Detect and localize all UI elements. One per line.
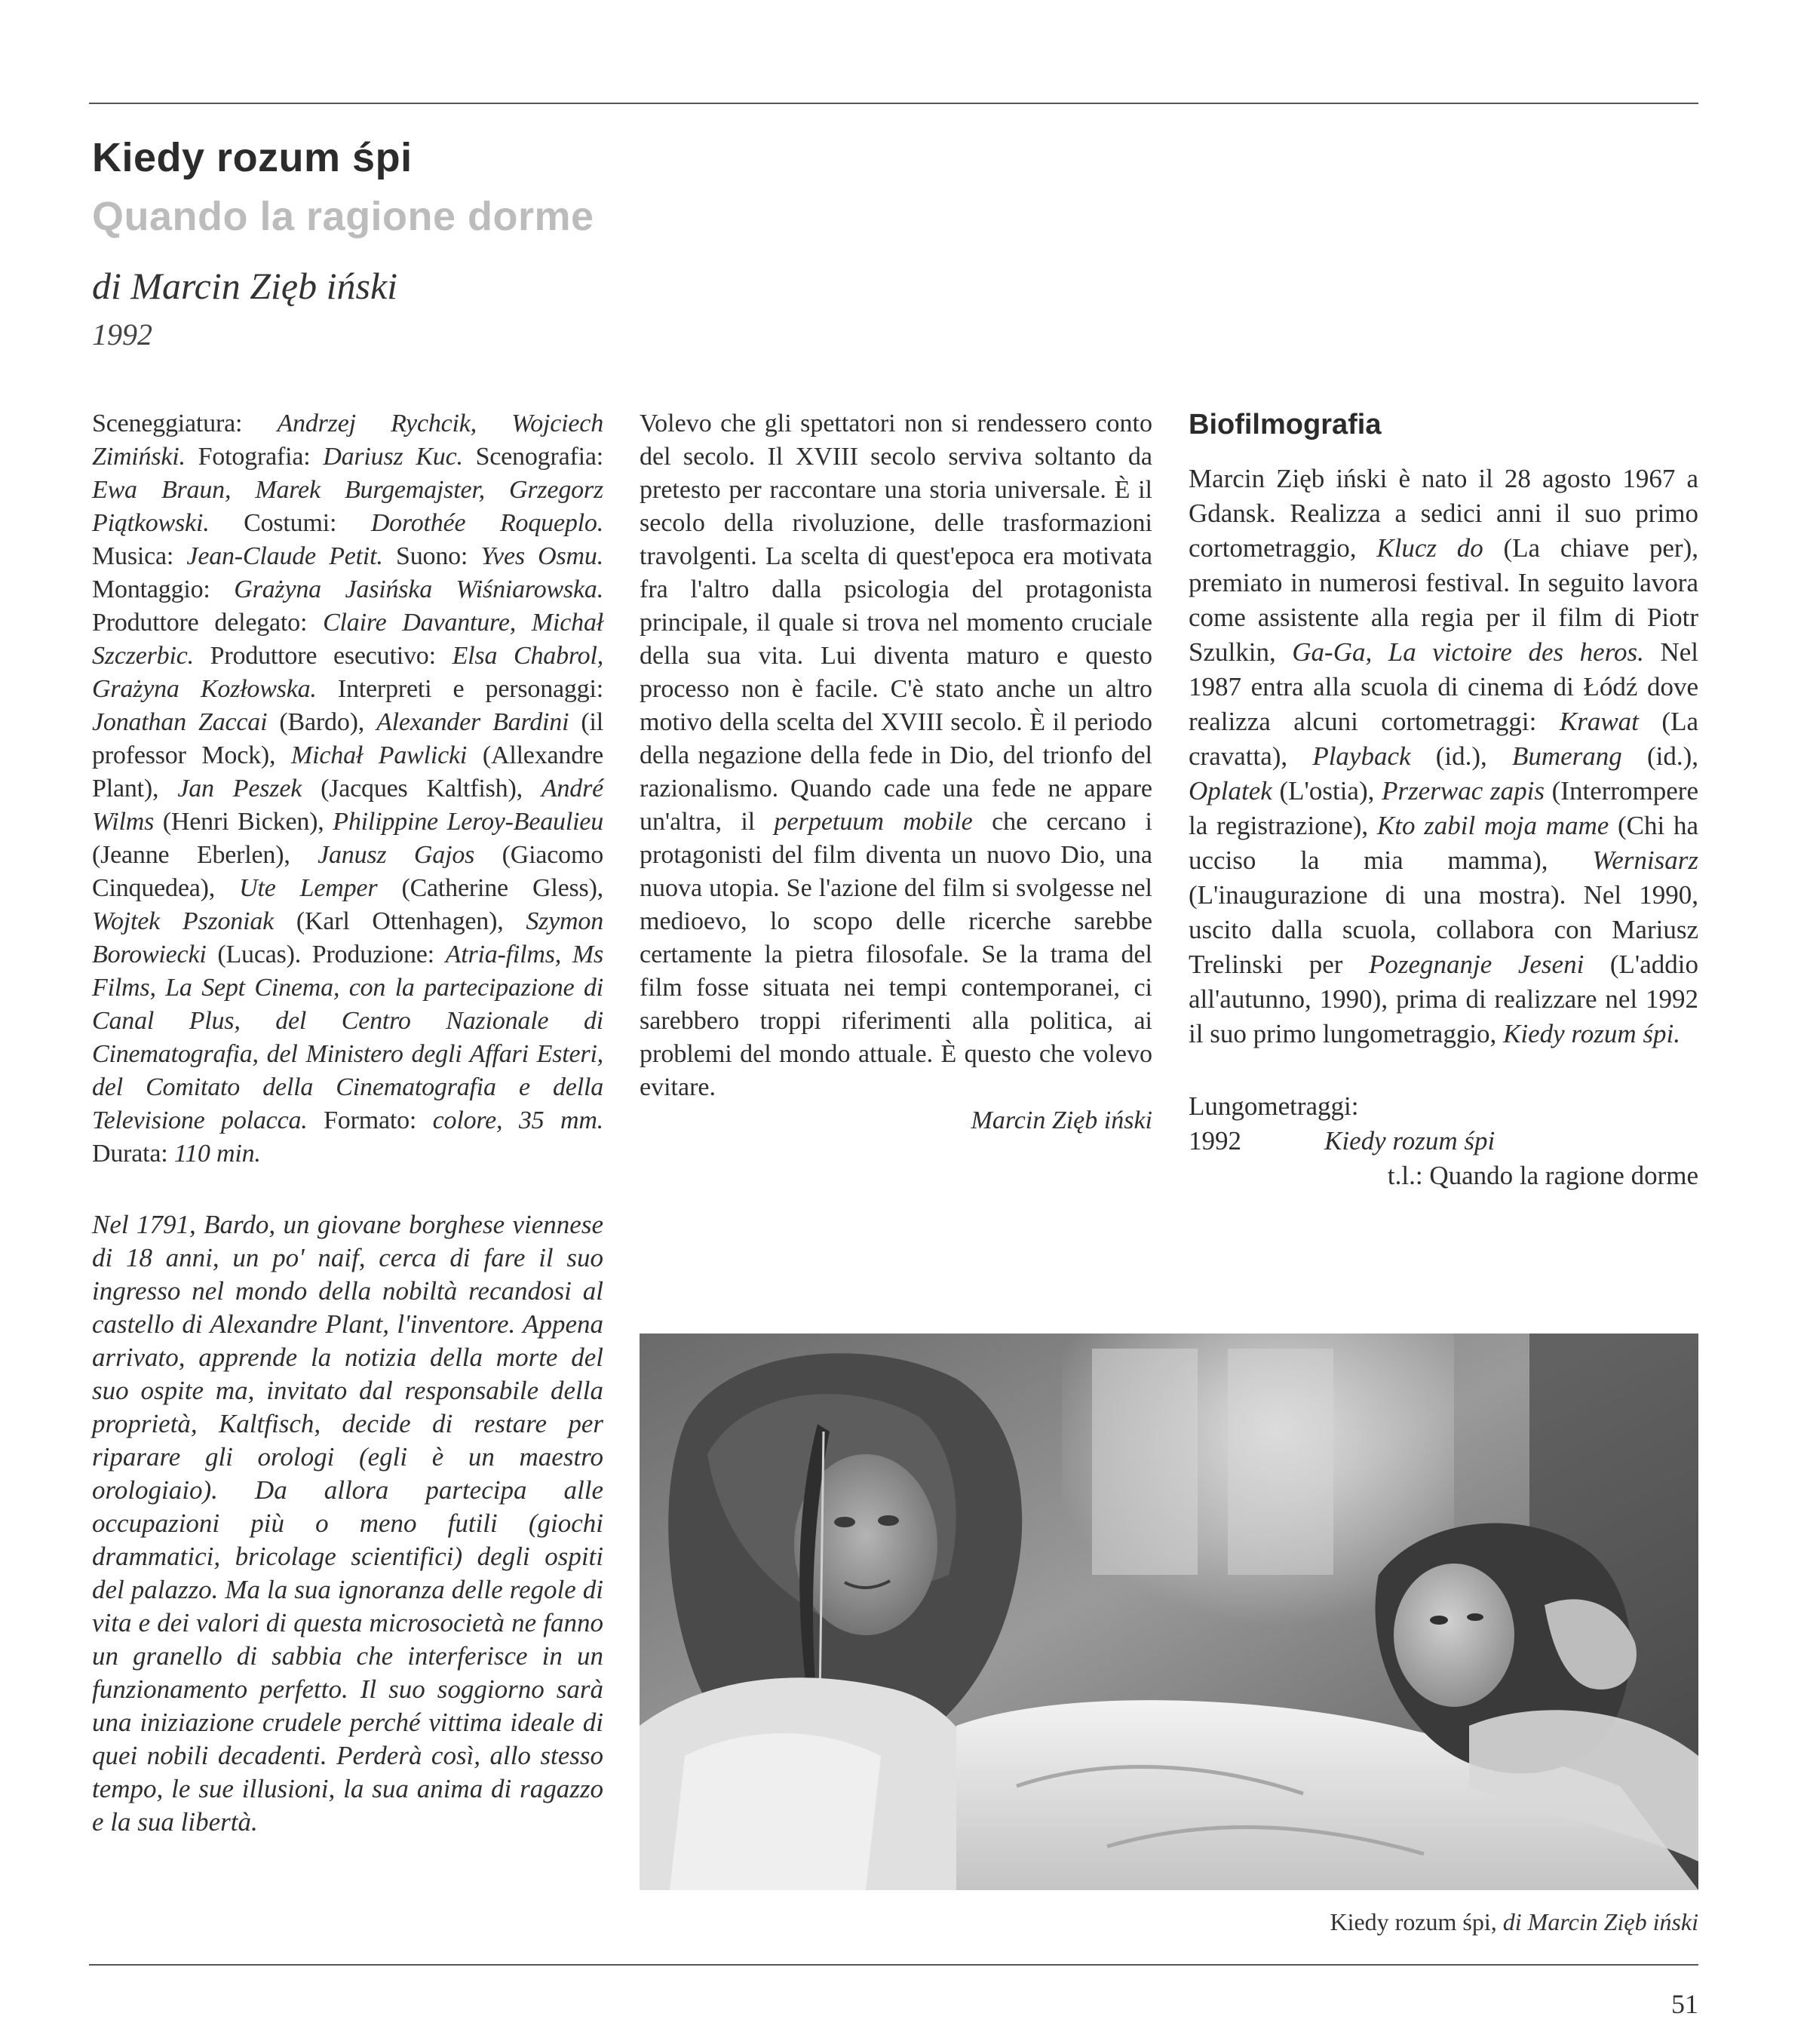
- credits-paragraph: Sceneggiatura: Andrzej Rychcik, Wojciech Zimiński. Fotografia: Dariusz Kuc. Scenografia: Ewa Braun, Marek Burgemajster, Grzegorz Piątkowski. Costumi: Dorothée Roqueplo. Musica: Jean-Claude Petit. Suono: Yves Osmu. Montaggio: Grażyna Jasińska Wiśniarowska. Produttore delegato: Claire Davanture, Michał Szczerbic. Produttore esecutivo: Elsa Chabrol, Grażyna Kozłowska. Interpreti e personaggi: Jonathan Zaccai (Bardo), Alexander Bardini (il professor Mock), Michał Pawlicki (Allexandre Plant), Jan Peszek (Jacques Kaltfish), André Wilms (Henri Bicken), Philippine Leroy-Beaulieu (Jeanne Eberlen), Janusz Gajos (Giacomo Cinquedea), Ute Lemper (Catherine Gless), Wojtek Pszoniak (Karl Ottenhagen), Szymon Borowiecki (Lucas). Produzione: Atria-films, Ms Films, La Sept Cinema, con la partecipazione di Canal Plus, del Centro Nazionale di Cinematografia, del Ministero degli Affari Esteri, del Comitato della Cinematografia e della Televisione polacca. Formato: colore, 35 mm. Durata: 110 min.: [92, 410, 604, 1168]
- bio-paragraph: Marcin Zięb iński è nato il 28 agosto 1967 a Gdansk. Realizza a sedici anni il suo primo cortometraggio, Klucz do (La chiave per), premiato in numerosi festival. In seguito lavora come assistente alla regia per il film di Piotr Szulkin, Ga-Ga, La victoire des heros. Nel 1987 entra alla scuola di cinema di Łódź dove realizza alcuni cortometraggi: Krawat (La cravatta), Playback (id.), Bumerang (id.), Oplatek (L'ostia), Przerwac zapis (Interrompere la registrazione), Kto zabil moja mame (Chi ha ucciso la mia mamma), Wernisarz (L'inaugurazione di una mostra). Nel 1990, uscito dalla scuola, collabora con Mariusz Trelinski per Pozegnanje Jeseni (L'addio all'autunno, 1990), prima di realizzare nel 1992 il suo primo lungometraggio, Kiedy rozum śpi.: [1189, 464, 1699, 1048]
- feature-film-year: 1992: [1189, 1126, 1241, 1156]
- bottom-rule: [89, 1964, 1698, 1966]
- synopsis-paragraph: Nel 1791, Bardo, un giovane borghese viennese di 18 anni, un po' naif, cerca di fare il suo ingresso nel mondo della nobiltà recandosi al castello di Alexandre Plant, l'inventore. Appena arrivato, apprende la notizia della morte del suo ospite ma, invitato dal responsabile della proprietà, Kaltfisch, decide di restare per riparare gli orologi (egli è un maestro orologiaio). Da allora partecipa alle occupazioni più o meno futili (giochi drammatici, bricolage scientifici) degli ospiti del palazzo. Ma la sua ignoranza delle regole di vita e dei valori di questa microsocietà ne fanno un granello di sabbia che interferisce in un funzionamento perfetto. Il suo soggiorno sarà una iniziazione crudele perché vittima ideale di quei nobili decadenti. Perderà così, allo stesso tempo, le sue illusioni, la sua anima di ragazzo e la sua libertà.: [92, 1210, 603, 1837]
- film-still-photo: [640, 1334, 1698, 1890]
- director-statement: Volevo che gli spettatori non si rendessero conto del secolo. Il XVIII secolo serviva soltanto da pretesto per raccontare una storia universale. È il secolo della rivoluzione, delle trasformazioni travolgenti. La scelta di quest'epoca era motivata fra l'altro dalla psicologia del protagonista principale, il quale si trova nel momento cruciale della sua vita. Lui diventa maturo e questo processo non è facile. C'è stato anche un altro motivo della scelta del XVIII secolo. È il periodo della negazione della fede in Dio, del trionfo del razionalismo. Quando cade una fede ne appare un'altra, il perpetuum mobile che cercano i protagonisti del film diventa un nuovo Dio, una nuova utopia. Se l'azione del film si svolgesse nel medioevo, lo scopo delle ricerche sarebbe certamente la pietra filosofale. Se la trama del film fosse situata nei tempi contemporanei, ci sarebbero troppi riferimenti alla politica, ai problemi del mondo attuale. È questo che volevo evitare.: [640, 410, 1152, 1101]
- feature-film-entry: [1189, 1124, 1698, 1193]
- statement-column: [640, 407, 1152, 1137]
- film-title: Kiedy rozum śpi: [92, 135, 413, 180]
- feature-films-label: Lungometraggi:: [1189, 1091, 1359, 1121]
- page-number: 51: [1671, 1989, 1698, 2019]
- top-rule: [89, 103, 1698, 104]
- film-subtitle: Quando la ragione dorme: [92, 194, 594, 239]
- statement-signature: Marcin Zięb iński: [971, 1106, 1152, 1134]
- photo-caption: Kiedy rozum śpi, di Marcin Zięb iński: [1330, 1908, 1698, 1935]
- feature-film-title: Kiedy rozum śpi: [1324, 1126, 1496, 1156]
- feature-film-translated-title: t.l.: Quando la ragione dorme: [1387, 1161, 1698, 1190]
- woman-face: [1394, 1564, 1514, 1707]
- bio-heading: Biofilmografia: [1189, 409, 1382, 440]
- film-year: 1992: [92, 318, 152, 351]
- director-line: di Marcin Zięb iński: [92, 265, 398, 307]
- credits-column: [92, 407, 603, 1839]
- feature-film-titles: [1324, 1124, 1698, 1193]
- bio-column: [1189, 407, 1698, 1193]
